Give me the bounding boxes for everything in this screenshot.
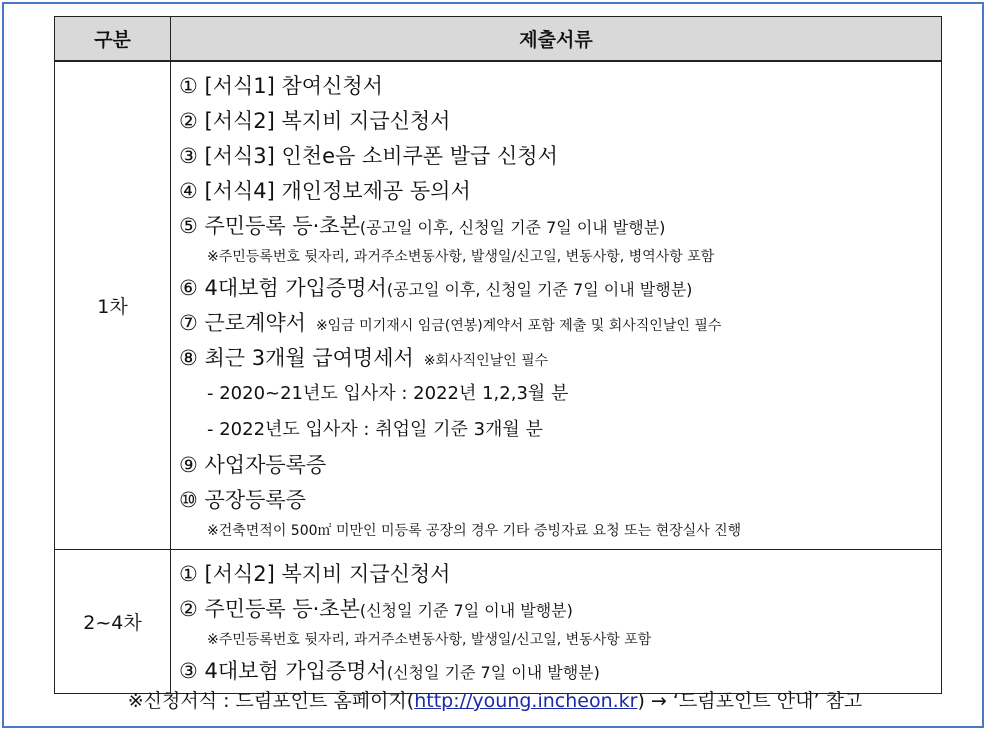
list-item: ⑥ 4대보험 가입증명서(공고일 이후, 신청일 기준 7일 이내 발행분)	[179, 276, 693, 300]
item-note: ※회사직인날인 필수	[423, 353, 549, 369]
item-qualifier: (공고일 이후, 신청일 기준 7일 이내 발행분)	[386, 280, 693, 299]
table-header-row	[55, 17, 942, 62]
header-category: 구분	[55, 17, 171, 62]
list-item: ⑦ 근로계약서 ※임금 미기재시 임금(연봉)계약서 포함 제출 및 회사직인날인 필수	[179, 311, 722, 335]
item-note: ※주민등록번호 뒷자리, 과거주소변동사항, 발생일/신고일, 변동사항 포함	[207, 632, 652, 648]
homepage-link[interactable]: http://young.incheon.kr	[414, 690, 638, 712]
item-qualifier: (신청일 기준 7일 이내 발행분)	[386, 663, 600, 682]
footer-suffix: ) → ‘드림포인트 안내’ 참고	[637, 690, 863, 712]
list-item: ⑤ 주민등록 등·초본(공고일 이후, 신청일 기준 7일 이내 발행분)	[179, 214, 666, 238]
table-row	[55, 61, 942, 550]
list-item: ③ [서식3] 인천e음 소비쿠폰 발급 신청서	[179, 144, 558, 168]
category-cell: 1차	[55, 61, 171, 550]
sub-item: - 2022년도 입사자 : 취업일 기준 3개월 분	[207, 419, 543, 440]
list-item: ⑧ 최근 3개월 급여명세서 ※회사직인날인 필수	[179, 346, 549, 370]
list-item: ① [서식1] 참여신청서	[179, 74, 383, 98]
list-item: ② 주민등록 등·초본(신청일 기준 7일 이내 발행분)	[179, 597, 573, 621]
table-row	[55, 550, 942, 694]
documents-cell	[171, 550, 942, 694]
list-item: ① [서식2] 복지비 지급신청서	[179, 562, 451, 586]
sub-item: - 2020~21년도 입사자 : 2022년 1,2,3월 분	[207, 383, 569, 404]
footer-note	[0, 686, 990, 713]
item-qualifier: (신청일 기준 7일 이내 발행분)	[359, 601, 573, 620]
item-note: ※주민등록번호 뒷자리, 과거주소변동사항, 발생일/신고일, 변동사항, 병역사항 포함	[207, 249, 715, 265]
footer-prefix: ※신청서식 : 드림포인트 홈페이지(	[127, 690, 415, 712]
item-note: ※임금 미기재시 임금(연봉)계약서 포함 제출 및 회사직인날인 필수	[315, 318, 722, 334]
item-note: ※건축면적이 500㎡ 미만인 미등록 공장의 경우 기타 증빙자료 요청 또는 현장실사 진행	[207, 523, 742, 539]
documents-cell	[171, 61, 942, 550]
list-item: ⑩ 공장등록증	[179, 488, 306, 512]
header-documents: 제출서류	[171, 17, 942, 62]
required-documents-table	[54, 16, 942, 694]
item-qualifier: (공고일 이후, 신청일 기준 7일 이내 발행분)	[359, 218, 666, 237]
list-item: ④ [서식4] 개인정보제공 동의서	[179, 179, 471, 203]
list-item: ② [서식2] 복지비 지급신청서	[179, 109, 451, 133]
category-cell: 2~4차	[55, 550, 171, 694]
list-item: ③ 4대보험 가입증명서(신청일 기준 7일 이내 발행분)	[179, 659, 600, 683]
list-item: ⑨ 사업자등록증	[179, 453, 327, 477]
